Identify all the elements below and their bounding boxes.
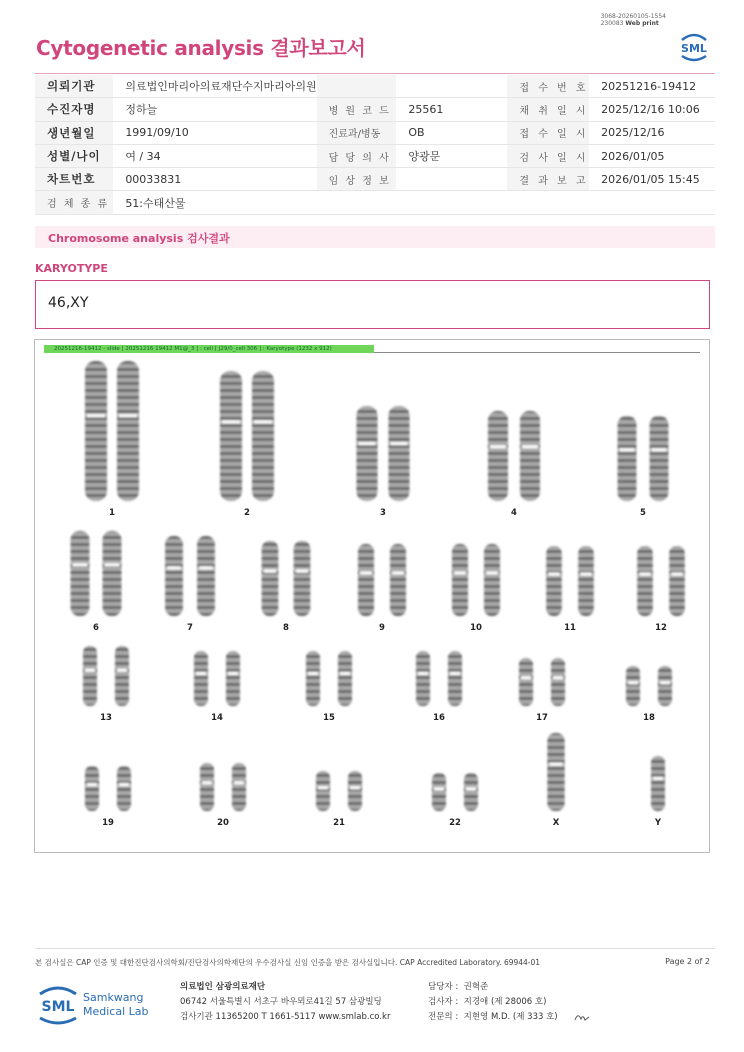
info-label: 담 당 의 사 [317, 144, 397, 167]
info-value: 정하늘 [113, 98, 316, 121]
chromosome-label: 3 [380, 508, 386, 518]
chromosome-pair-2 [220, 371, 274, 501]
chromosome-label: 13 [100, 713, 112, 723]
info-value: 00033831 [113, 168, 316, 191]
info-value [396, 75, 507, 98]
specimen-value: 51:수태산물 [113, 191, 715, 214]
patient-info-table [35, 75, 715, 215]
chromosome-pair-6 [71, 531, 122, 616]
info-row [35, 168, 715, 191]
organization-info [180, 980, 390, 1025]
info-label: 병 원 코 드 [317, 98, 397, 121]
signature-icon [574, 1011, 590, 1023]
staff-role: 검사자 : [428, 997, 459, 1007]
report-title: Cytogenetic analysis 결과보고서 [36, 36, 366, 60]
info-label: 의뢰기관 [35, 75, 113, 98]
chromosome-pair-19 [85, 766, 131, 811]
print-meta [601, 13, 666, 27]
divider [35, 73, 715, 74]
chromosome-pair-5 [618, 416, 669, 501]
chromosome-label: 16 [433, 713, 445, 723]
org-address: 06742 서울특별시 서초구 바우뫼로41길 57 삼광빌딩 [180, 997, 382, 1007]
samkwang-logo-icon [36, 980, 156, 1028]
chromosome-label: 19 [102, 818, 114, 828]
info-label: 접 수 일 시 [507, 121, 589, 144]
staff-name: 지경애 (제 28006 호) [463, 997, 547, 1007]
chromosome-pair-3 [356, 406, 409, 501]
staff-role: 담당자 : [428, 982, 459, 992]
chromosome-label: 21 [333, 818, 345, 828]
chromosome-label: 15 [323, 713, 335, 723]
chromosome-pair-22 [432, 773, 478, 811]
info-value: 2026/01/05 15:45 [589, 168, 715, 191]
print-meta-line2: 230083 [600, 20, 624, 27]
chromosome-pair-13 [83, 646, 129, 706]
info-row-specimen [35, 191, 715, 214]
chromosome-label: 12 [655, 623, 667, 633]
chromosome-pair-11 [546, 546, 594, 616]
karyogram-image [34, 339, 710, 853]
info-label: 차트번호 [35, 168, 113, 191]
chromosome-label: 1 [109, 508, 115, 518]
chromosome-pair-1 [85, 361, 139, 501]
karyotype-box [35, 280, 710, 329]
chromosome-label: 14 [211, 713, 223, 723]
chromosome-pair-7 [165, 536, 215, 616]
chromosome-label: 18 [643, 713, 655, 723]
chromosome-label: 8 [283, 623, 289, 633]
info-value: 25561 [396, 98, 507, 121]
info-value: 의료법인마리아의료재단수지마리아의원 [113, 75, 316, 98]
info-value: 1991/09/10 [113, 121, 316, 144]
info-row [35, 144, 715, 167]
chromosome-pair-10 [452, 544, 500, 616]
chromosome-pair-9 [358, 544, 406, 616]
chromosome-label: 2 [244, 508, 250, 518]
org-name: 의료법인 삼광의료재단 [180, 982, 266, 992]
info-label: 수진자명 [35, 98, 113, 121]
staff-role: 전문의 : [428, 1012, 459, 1022]
info-row [35, 121, 715, 144]
chromosome-pair-4 [488, 411, 540, 501]
chromosome-label: X [552, 818, 560, 828]
chromosome-label: 9 [379, 623, 385, 633]
chromosome-pair-14 [194, 651, 240, 706]
info-value [396, 168, 507, 191]
sml-logo-text: SML [681, 42, 707, 55]
chromosome-pair-Y [651, 756, 665, 811]
samkwang-logo-mark: SML [41, 999, 75, 1015]
info-row [35, 98, 715, 121]
info-label [317, 75, 397, 98]
footer-divider [35, 948, 715, 949]
org-contact: 검사기관 11365200 T 1661-5117 www.smlab.co.kr [180, 1012, 391, 1022]
chromosome-label: 6 [93, 623, 99, 633]
info-label: 임 상 정 보 [317, 168, 397, 191]
chromosome-label: 17 [536, 713, 548, 723]
staff-info [428, 980, 590, 1025]
sml-logo-icon [674, 26, 714, 66]
info-label: 채 취 일 시 [507, 98, 589, 121]
chromosome-label: 7 [187, 623, 193, 633]
karyogram-chromosomes [35, 340, 709, 852]
chromosome-label: Y [654, 818, 662, 828]
karyotype-value: 46,XY [48, 295, 89, 311]
chromosome-pair-17 [519, 658, 565, 706]
info-label: 검 사 일 시 [507, 144, 589, 167]
chromosome-label: 5 [640, 508, 646, 518]
chromosome-pair-16 [416, 651, 462, 706]
samkwang-logo-text2: Medical Lab [83, 1005, 149, 1018]
info-value: 양광문 [396, 144, 507, 167]
chromosome-pair-X [547, 733, 564, 811]
page-number: Page 2 of 2 [665, 957, 710, 966]
info-value: OB [396, 121, 507, 144]
info-value: 20251216-19412 [589, 75, 715, 98]
chromosome-pair-12 [637, 546, 685, 616]
info-label: 생년월일 [35, 121, 113, 144]
chromosome-label: 10 [470, 623, 482, 633]
chromosome-pair-18 [626, 666, 672, 706]
print-meta-label: Web print [625, 20, 659, 27]
chromosome-label: 20 [217, 818, 229, 828]
chromosome-pair-15 [306, 651, 352, 706]
chromosome-pair-21 [316, 771, 362, 811]
chromosome-pair-8 [262, 541, 311, 616]
specimen-label: 검 체 종 류 [35, 191, 113, 214]
chromosome-label: 4 [511, 508, 517, 518]
chromosome-pair-20 [200, 763, 246, 811]
info-label: 성별/나이 [35, 144, 113, 167]
info-value: 2026/01/05 [589, 144, 715, 167]
section-header [35, 226, 715, 248]
chromosome-label: 11 [564, 623, 576, 633]
print-meta-line1: 3068-20260105-1554 [600, 13, 666, 20]
samkwang-logo-text1: Samkwang [83, 991, 144, 1004]
info-label: 결 과 보 고 [507, 168, 589, 191]
info-value: 여 / 34 [113, 144, 316, 167]
info-row [35, 75, 715, 98]
image-caption-bar: 20251216-19412 - slide [ 20251216 19412 M1@_3 ] : cell [ J29/0_cell 306 ] : Karyotype (1232 x 912) [44, 345, 374, 353]
section-title: Chromosome analysis 검사결과 [48, 232, 230, 245]
staff-name: 지현영 M.D. (제 333 호) [463, 1012, 558, 1022]
karyotype-label: KARYOTYPE [35, 262, 108, 275]
image-caption-line [374, 352, 700, 353]
info-label: 접 수 번 호 [507, 75, 589, 98]
info-value: 2025/12/16 10:06 [589, 98, 715, 121]
accreditation-note: 본 검사실은 CAP 인증 및 대한진단검사의학회/진단검사의학재단의 우수검사실 신임 인증을 받은 검사실입니다. CAP Accredited Laboratory. 69944-01 [35, 958, 541, 967]
info-value: 2025/12/16 [589, 121, 715, 144]
staff-name: 권혁준 [463, 982, 489, 992]
chromosome-label: 22 [449, 818, 461, 828]
info-label: 진료과/병동 [317, 121, 397, 144]
